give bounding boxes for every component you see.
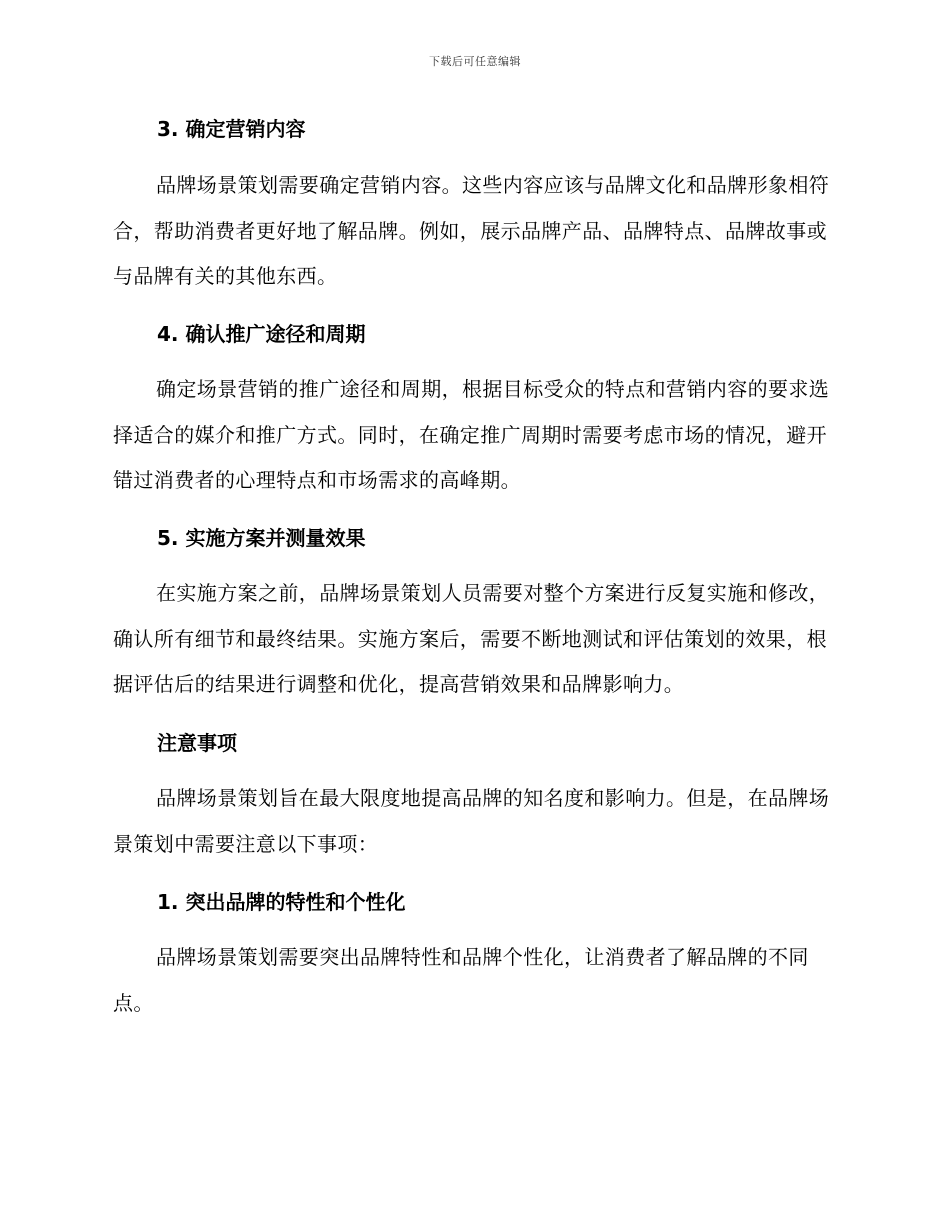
section-paragraph: 确定场景营销的推广途径和周期，根据目标受众的特点和营销内容的要求选择适合的媒介和推广方式。同时，在确定推广周期时需要考虑市场的情况，避开错过消费者的心理特点和市场需求的高峰期。: [113, 377, 830, 492]
section-heading: 5. 实施方案并测量效果: [157, 526, 366, 550]
section-paragraph: 品牌场景策划旨在最大限度地提高品牌的知名度和影响力。但是，在品牌场景策划中需要注意以下事项：: [113, 786, 830, 856]
section-paragraph: 在实施方案之前，品牌场景策划人员需要对整个方案进行反复实施和修改，确认所有细节和最终结果。实施方案后，需要不断地测试和评估策划的效果，根据评估后的结果进行调整和优化，提高营销效果和品牌影响力。: [113, 581, 830, 696]
section-paragraph: 品牌场景策划需要确定营销内容。这些内容应该与品牌文化和品牌形象相符合，帮助消费者更好地了解品牌。例如，展示品牌产品、品牌特点、品牌故事或与品牌有关的其他东西。: [113, 173, 830, 288]
section-paragraph: 品牌场景策划需要突出品牌特性和品牌个性化，让消费者了解品牌的不同点。: [113, 945, 809, 1015]
section-heading: 1. 突出品牌的特性和个性化: [157, 890, 406, 914]
section-heading: 3. 确定营销内容: [157, 117, 306, 141]
section-heading: 注意事项: [157, 731, 237, 755]
page-header: 下载后可任意编辑: [429, 55, 521, 68]
section-heading: 4. 确认推广途径和周期: [157, 322, 366, 346]
